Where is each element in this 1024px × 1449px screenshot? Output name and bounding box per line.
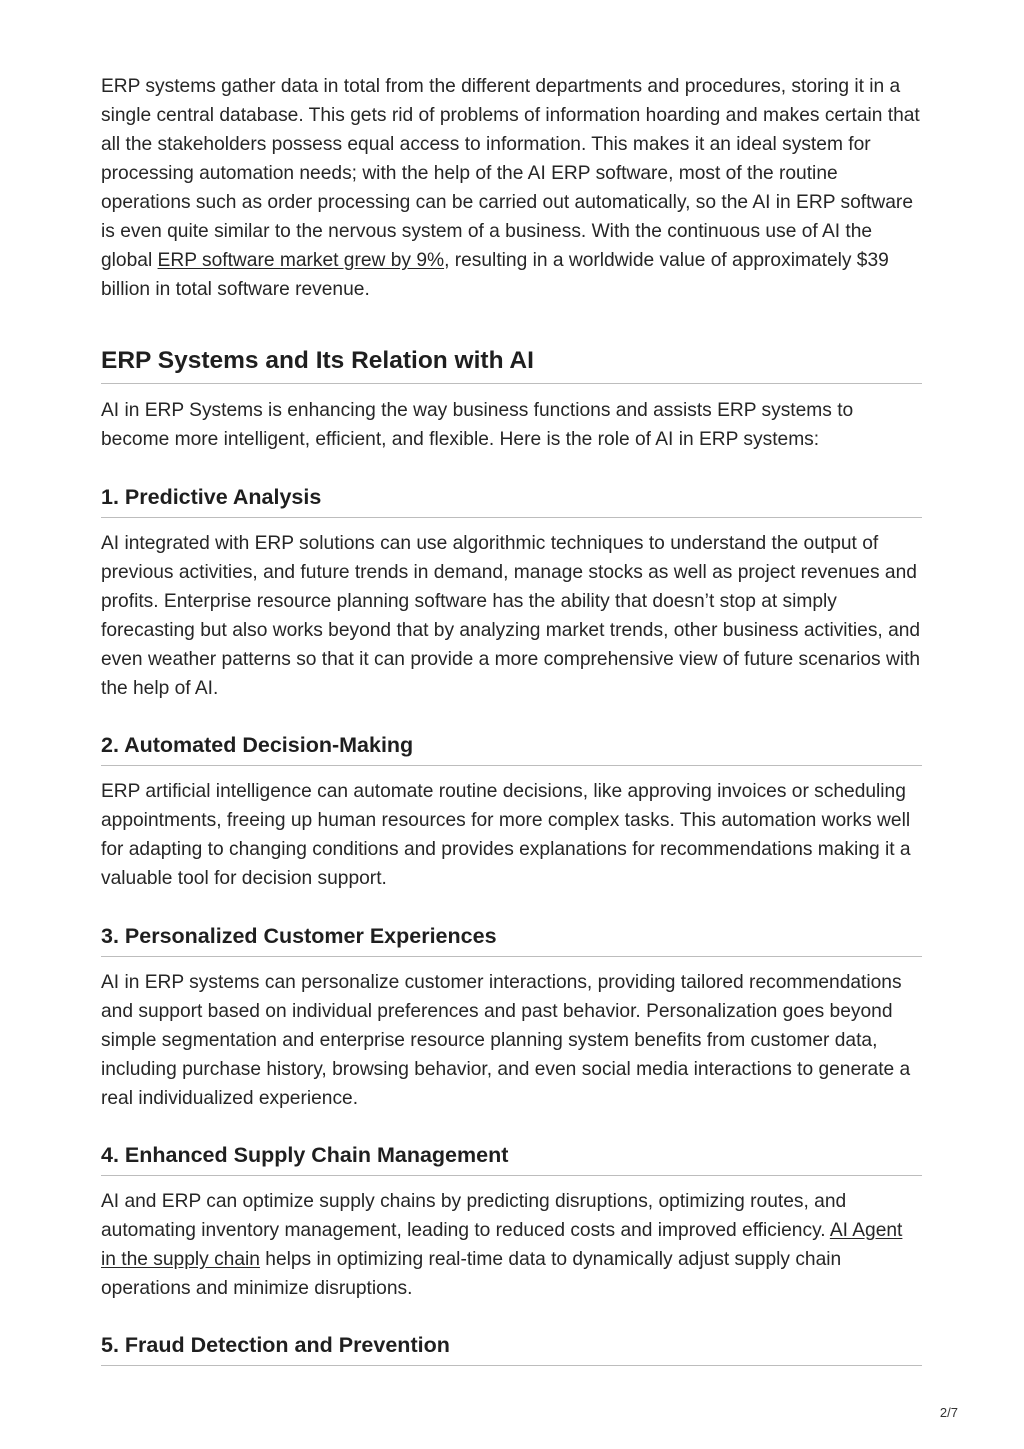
item-1-heading	[101, 483, 922, 518]
item-5-title: 5. Fraud Detection and Prevention	[101, 1333, 450, 1357]
item-4-heading	[101, 1141, 922, 1176]
section-intro-paragraph: AI in ERP Systems is enhancing the way business functions and assists ERP systems to become more intelligent, efficient, and flexible. Here is the role of AI in ERP systems:	[101, 400, 854, 450]
page-number: 2/7	[939, 1405, 958, 1420]
item-3-heading	[101, 922, 922, 957]
section-heading-block	[101, 346, 922, 384]
item-4-paragraph	[101, 1187, 922, 1303]
item-3-paragraph: AI in ERP systems can personalize customer interactions, providing tailored recommendations and support based on individual preferences and past behavior. Personalization goes beyond simple segmentation and enterprise resource planning system benefits from customer data, including purchase history, browsing behavior, and even social media interactions to generate a real individualized experience.	[101, 972, 911, 1109]
item-4-text-after-link: helps in optimizing real-time data to dynamically adjust supply chain operations and minimize disruptions.	[101, 1249, 842, 1299]
item-4-title: 4. Enhanced Supply Chain Management	[101, 1143, 509, 1167]
ai-agent-supply-chain-link[interactable]: AI Agent in the supply chain	[101, 1220, 903, 1270]
item-4-text-before-link: AI and ERP can optimize supply chains by predicting disruptions, optimizing routes, and automating inventory management, leading to reduced costs and improved efficiency.	[101, 1191, 847, 1241]
item-3-title: 3. Personalized Customer Experiences	[101, 924, 497, 948]
item-2-paragraph: ERP artificial intelligence can automate routine decisions, like approving invoices or scheduling appointments, freeing up human resources for more complex tasks. This automation works well for adapting to changing conditions and provides explanations for recommendations making it a valuable tool for decision support.	[101, 781, 911, 889]
intro-text-after-link: , resulting in a worldwide value of approximately $39 billion in total software revenue.	[101, 250, 889, 300]
item-2-title: 2. Automated Decision-Making	[101, 733, 414, 757]
item-1-title: 1. Predictive Analysis	[101, 485, 322, 509]
erp-market-link[interactable]: ERP software market grew by 9%	[157, 250, 445, 271]
intro-text-before-link: ERP systems gather data in total from the different departments and procedures, storing it in a single central database. This gets rid of problems of information hoarding and makes certain that all the stakeholders possess equal access to information. This makes it an ideal system for processing automation needs; with the help of the AI ERP software, most of the routine operations such as order processing can be carried out automatically, so the AI in ERP software is even quite similar to the nervous system of a business. With the continuous use of AI the global	[101, 76, 920, 271]
item-5-heading	[101, 1331, 922, 1366]
intro-paragraph	[101, 72, 922, 304]
article-content	[101, 72, 922, 1366]
item-1-paragraph: AI integrated with ERP solutions can use algorithmic techniques to understand the output of previous activities, and future trends in demand, manage stocks as well as project revenues and profits. Enterprise resource planning software has the ability that doesn’t stop at simply forecasting but also works beyond that by analyzing market trends, other business activities, and even weather patterns so that it can provide a more comprehensive view of future scenarios with the help of AI.	[101, 533, 921, 699]
section-title: ERP Systems and Its Relation with AI	[101, 347, 534, 374]
item-2-heading	[101, 731, 922, 766]
